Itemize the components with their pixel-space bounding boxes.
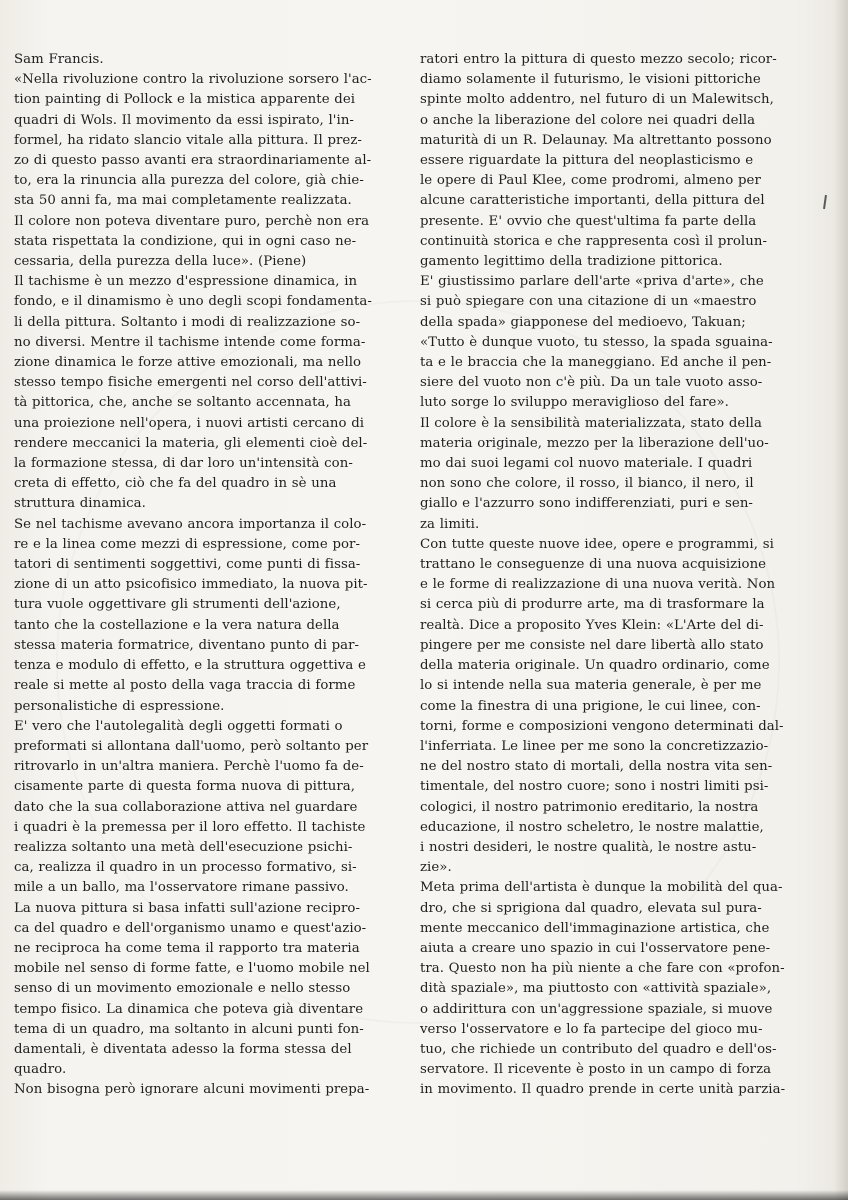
text-line: E' vero che l'autolegalità degli oggetti formati o: [14, 718, 343, 734]
text-line: dità spaziale», ma piuttosto con «attività spaziale»,: [420, 981, 772, 997]
text-line: timentale, del nostro cuore; sono i nostri limiti psi-: [420, 779, 769, 795]
text-line: la formazione stessa, di dar loro un'intensità con-: [14, 456, 353, 472]
text-line: struttura dinamica.: [14, 496, 146, 512]
text-line: giallo e l'azzurro sono indifferenziati, puri e sen-: [420, 496, 753, 512]
text-line: rendere meccanici la materia, gli elementi cioè del-: [14, 435, 368, 451]
text-line: stesso tempo fisiche emergenti nel corso dell'attivi-: [14, 375, 367, 391]
text-line: Il colore non poteva diventare puro, perchè non era: [14, 213, 370, 229]
text-line: damentali, è diventata adesso la forma stessa del: [14, 1041, 352, 1057]
text-line: ne reciproca ha come tema il rapporto tra materia: [14, 940, 360, 956]
text-line: creta di effetto, ciò che fa del quadro in sè una: [14, 476, 337, 492]
text-line: E' giustissimo parlare dell'arte «priva d'arte», che: [420, 274, 764, 290]
text-line: za limiti.: [420, 516, 480, 532]
text-line: essere riguardate la pittura del neoplasticismo e: [420, 153, 754, 169]
text-line: ta e le braccia che la maneggiano. Ed anche il pen-: [420, 355, 772, 371]
text-line: lo si intende nella sua materia generale, è per me: [420, 678, 762, 694]
text-line: dro, che si sprigiona dal quadro, elevata sul pura-: [420, 900, 762, 916]
text-line: alcune caratteristiche importanti, della pittura del: [420, 193, 765, 209]
text-line: presente. E' ovvio che quest'ultima fa parte della: [420, 213, 757, 229]
text-line: Meta prima dell'artista è dunque la mobilità del qua-: [420, 880, 783, 896]
text-line: l'inferriata. Le linee per me sono la concretizzazio-: [420, 738, 769, 754]
text-line: tema di un quadro, ma soltanto in alcuni punti fon-: [14, 1021, 364, 1037]
text-line: in movimento. Il quadro prende in certe unità parzia-: [420, 1082, 786, 1098]
text-line: aiuta a creare uno spazio in cui l'osservatore pene-: [420, 940, 771, 956]
text-line: li della pittura. Soltanto i modi di realizzazione so-: [14, 314, 361, 330]
text-line: zione di un atto psicofisico immediato, la nuova pit-: [14, 577, 368, 593]
page-bottom-edge: [0, 1190, 848, 1200]
text-line: tuo, che richiede un contributo del quadro e dell'os-: [420, 1041, 777, 1057]
text-line: tra. Questo non ha più niente a che fare con «profon-: [420, 961, 785, 977]
text-line: quadri di Wols. Il movimento da essi ispirato, l'in-: [14, 112, 354, 128]
text-line: dato che la sua collaborazione attiva nel guardare: [14, 799, 358, 815]
text-line: siere del vuoto non c'è più. Da un tale vuoto asso-: [420, 375, 763, 391]
text-line: Sam Francis.: [14, 52, 104, 67]
text-line: stessa materia formatrice, diventano punto di par-: [14, 637, 360, 653]
text-line: quadro.: [14, 1062, 67, 1078]
text-line: La nuova pittura si basa infatti sull'azione recipro-: [14, 900, 361, 916]
text-line: tanto che la costellazione e la vera natura della: [14, 617, 340, 633]
text-line: diamo solamente il futurismo, le visioni pittoriche: [420, 72, 761, 88]
text-line: Con tutte queste nuove idee, opere e programmi, si: [420, 536, 774, 552]
text-line: formel, ha ridato slancio vitale alla pittura. Il prez-: [14, 132, 362, 148]
text-line: una proiezione nell'opera, i nuovi artisti cercano di: [14, 415, 365, 431]
text-line: senso di un movimento emozionale e nello stesso: [14, 981, 351, 997]
text-line: ratori entro la pittura di questo mezzo secolo; ricor-: [420, 52, 777, 67]
text-line: Il tachisme è un mezzo d'espressione dinamica, in: [14, 274, 358, 290]
text-line: della spada» giapponese del medioevo, Takuan;: [420, 314, 746, 330]
text-line: zione dinamica le forze attive emozionali, ma nello: [14, 355, 362, 371]
text-line: mobile nel senso di forme fatte, e l'uomo mobile nel: [14, 961, 370, 977]
text-line: le opere di Paul Klee, come prodromi, almeno per: [420, 173, 761, 189]
text-line: verso l'osservatore e lo fa partecipe del gioco mu-: [420, 1021, 763, 1037]
text-line: o anche la liberazione del colore nei quadri della: [420, 112, 756, 128]
text-line: re e la linea come mezzi di espressione, come por-: [14, 536, 361, 552]
text-line: ne del nostro stato di mortali, della nostra vita sen-: [420, 759, 773, 775]
page-edge-shadow: [834, 0, 848, 1200]
text-line: educazione, il nostro scheletro, le nostre malattie,: [420, 819, 764, 835]
text-line: mo dai suoi legami col nuovo materiale. I quadri: [420, 456, 753, 472]
text-line: ritrovarlo in un'altra maniera. Perchè l'uomo fa de-: [14, 759, 364, 775]
right-text-column: [420, 50, 785, 1101]
text-line: luto sorge lo sviluppo meraviglioso del fare».: [420, 395, 729, 411]
text-line: pingere per me consiste nel dare libertà allo stato: [420, 637, 764, 653]
text-line: stata rispettata la condizione, qui in ogni caso ne-: [14, 233, 357, 249]
text-line: spinte molto addentro, nel futuro di un Malewitsch,: [420, 92, 774, 108]
margin-ink-mark: [823, 195, 827, 209]
text-line: preformati si allontana dall'uomo, però soltanto per: [14, 738, 369, 754]
text-line: cisamente parte di questa forma nuova di pittura,: [14, 779, 356, 795]
text-line: trattano le conseguenze di una nuova acquisizione: [420, 557, 767, 573]
text-line: Il colore è la sensibilità materializzata, stato della: [420, 415, 762, 431]
text-line: no diversi. Mentre il tachisme intende come forma-: [14, 334, 366, 350]
text-line: si può spiegare con una citazione di un «maestro: [420, 294, 757, 310]
text-line: torni, forme e composizioni vengono determinati dal-: [420, 718, 784, 734]
text-line: servatore. Il ricevente è posto in un campo di forza: [420, 1062, 772, 1078]
text-line: realizza soltanto una metà dell'esecuzione psichi-: [14, 839, 353, 855]
text-line: continuità storica e che rappresenta così il prolun-: [420, 233, 767, 249]
text-line: Non bisogna però ignorare alcuni movimenti prepa-: [14, 1082, 370, 1098]
text-line: tempo fisico. La dinamica che poteva già diventare: [14, 1001, 364, 1017]
text-line: zo di questo passo avanti era straordinariamente al-: [14, 153, 372, 169]
text-line: mente meccanico dell'immaginazione artistica, che: [420, 920, 770, 936]
text-line: reale si mette al posto della vaga traccia di forme: [14, 678, 356, 694]
text-line: non sono che colore, il rosso, il bianco, il nero, il: [420, 476, 754, 492]
text-line: ca del quadro e dell'organismo unamo e quest'azio-: [14, 920, 367, 936]
text-line: tion painting di Pollock e la mistica apparente dei: [14, 92, 356, 108]
text-line: o addirittura con un'aggressione spaziale, si muove: [420, 1001, 773, 1017]
text-line: i quadri è la premessa per il loro effetto. Il tachiste: [14, 819, 366, 835]
text-line: zie».: [420, 860, 452, 876]
text-line: sta 50 anni fa, ma mai completamente realizzata.: [14, 193, 352, 209]
left-text-column: [14, 50, 392, 1101]
text-line: to, era la rinuncia alla purezza del colore, già chie-: [14, 173, 364, 189]
text-line: si cerca più di produrre arte, ma di trasformare la: [420, 597, 765, 613]
text-line: maturità di un R. Delaunay. Ma altrettanto possono: [420, 132, 772, 148]
text-line: tà pittorica, che, anche se soltanto accennata, ha: [14, 395, 351, 411]
text-line: gamento legittimo della tradizione pittorica.: [420, 254, 723, 270]
text-line: cologici, il nostro patrimonio ereditario, la nostra: [420, 799, 759, 815]
text-line: ca, realizza il quadro in un processo formativo, si-: [14, 860, 357, 876]
text-line: materia originale, mezzo per la liberazione dell'uo-: [420, 435, 769, 451]
text-line: personalistiche di espressione.: [14, 698, 225, 714]
text-line: tura vuole oggettivare gli strumenti dell'azione,: [14, 597, 341, 613]
text-line: Se nel tachisme avevano ancora importanza il colo-: [14, 516, 367, 532]
text-line: della materia originale. Un quadro ordinario, come: [420, 658, 770, 674]
text-line: «Nella rivoluzione contro la rivoluzione sorsero l'ac-: [14, 72, 372, 88]
text-line: cessaria, della purezza della luce». (Piene): [14, 254, 307, 270]
text-line: mile a un ballo, ma l'osservatore rimane passivo.: [14, 880, 349, 896]
text-line: «Tutto è dunque vuoto, tu stesso, la spada sguaina-: [420, 334, 773, 350]
text-line: e le forme di realizzazione di una nuova verità. Non: [420, 577, 776, 593]
text-line: realtà. Dice a proposito Yves Klein: «L'Arte del di-: [420, 617, 764, 633]
text-line: fondo, e il dinamismo è uno degli scopi fondamenta-: [14, 294, 372, 310]
text-line: come la finestra di una prigione, le cui linee, con-: [420, 698, 761, 714]
text-line: tatori di sentimenti soggettivi, come punti di fissa-: [14, 557, 361, 573]
text-line: tenza e modulo di effetto, e la struttura oggettiva e: [14, 658, 366, 674]
text-line: i nostri desideri, le nostre qualità, le nostre astu-: [420, 839, 757, 855]
